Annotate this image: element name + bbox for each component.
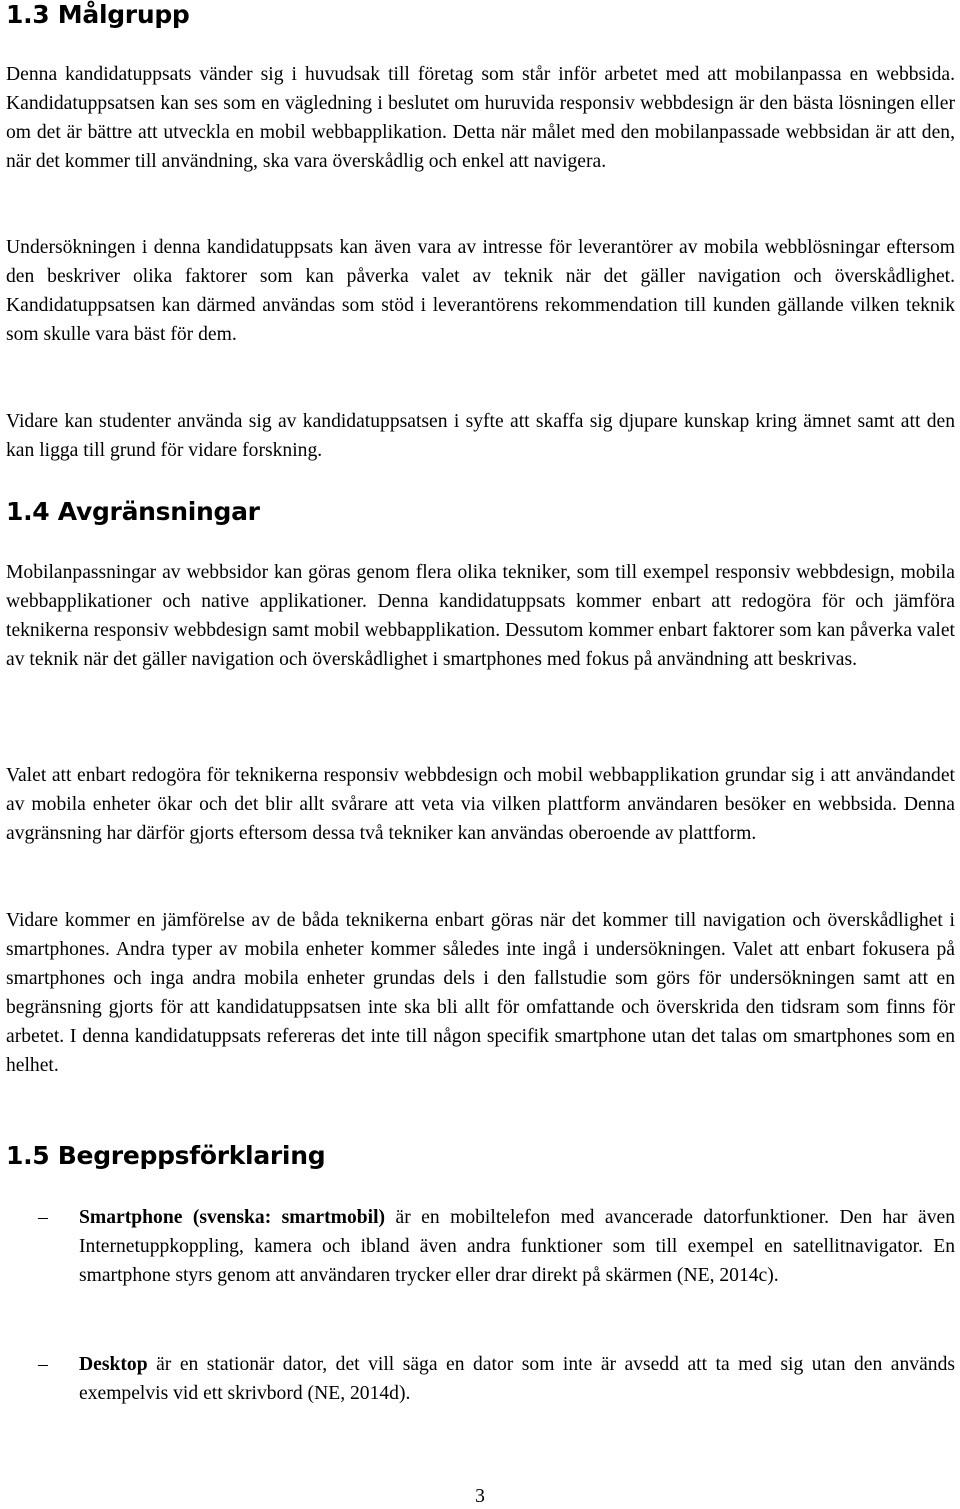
dash-bullet: – bbox=[38, 1207, 48, 1228]
paragraph-malgrupp-2: Undersökningen i denna kandidatuppsats kan även vara av intresse för leverantörer av mobila webblösningar eftersom den beskriver olika faktorer som kan påverka valet av teknik när det gäller navigation och överskådlighet. Kandidatuppsatsen kan därmed användas som stöd i leverantörens rekommendation till kunden gällande vilken teknik som skulle vara bäst för dem. bbox=[6, 237, 955, 345]
definition-item-smartphone bbox=[38, 1203, 955, 1290]
heading-begreppsforklaring: 1.5 Begreppsförklaring bbox=[6, 1141, 326, 1170]
definition-term: Desktop bbox=[79, 1354, 148, 1375]
heading-malgrupp: 1.3 Målgrupp bbox=[6, 0, 190, 29]
definition-description: är en stationär dator, det vill säga en dator som inte är avsedd att ta med sig utan den används exempelvis vid ett skrivbord (NE, 2014d). bbox=[79, 1354, 955, 1404]
page-number: 3 bbox=[475, 1486, 485, 1507]
definition-text bbox=[79, 1350, 955, 1408]
heading-avgransningar: 1.4 Avgränsningar bbox=[6, 497, 260, 526]
paragraph-avgransningar-3: Vidare kommer en jämförelse av de båda teknikerna enbart göras när det kommer till navigation och överskådlighet i smartphones. Andra typer av mobila enheter kommer således inte ingå i undersökningen. Valet att enbart fokusera på smartphones och inga andra mobila enheter grundas dels i den fallstudie som görs för undersökningen samt att en begränsning gjorts för att kandidatuppsatsen inte ska bli allt för omfattande och överskrida den tidsram som finns för arbetet. I denna kandidatuppsats refereras det inte till någon specifik smartphone utan det talas om smartphones som en helhet. bbox=[6, 910, 955, 1076]
dash-bullet: – bbox=[38, 1354, 48, 1375]
definition-text bbox=[79, 1203, 955, 1290]
definition-description: är en mobiltelefon med avancerade datorfunktioner. Den har även Internetuppkoppling, kamera och ibland även andra funktioner som till exempel en satellitnavigator. En smartphone styrs genom att användaren trycker eller drar direkt på skärmen (NE, 2014c). bbox=[79, 1207, 955, 1286]
paragraph-malgrupp-1: Denna kandidatuppsats vänder sig i huvudsak till företag som står inför arbetet med att mobilanpassa en webbsida. Kandidatuppsatsen kan ses som en vägledning i beslutet om huruvida responsiv webbdesign är den bästa lösningen eller om det är bättre att utveckla en mobil webbapplikation. Detta när målet med den mobilanpassade webbsidan är att den, när det kommer till användning, ska vara överskådlig och enkel att navigera. bbox=[6, 64, 955, 172]
paragraph-malgrupp-3: Vidare kan studenter använda sig av kandidatuppsatsen i syfte att skaffa sig djupare kunskap kring ämnet samt att den kan ligga till grund för vidare forskning. bbox=[6, 411, 955, 461]
definition-term: Smartphone (svenska: smartmobil) bbox=[79, 1207, 386, 1228]
paragraph-avgransningar-1: Mobilanpassningar av webbsidor kan göras genom flera olika tekniker, som till exempel responsiv webbdesign, mobila webbapplikationer och native applikationer. Denna kandidatuppsats kommer enbart att redogöra för och jämföra teknikerna responsiv webbdesign samt mobil webbapplikation. Dessutom kommer enbart faktorer som kan påverka valet av teknik när det gäller navigation och överskådlighet i smartphones med fokus på användning att beskrivas. bbox=[6, 562, 955, 670]
paragraph-avgransningar-2: Valet att enbart redogöra för teknikerna responsiv webbdesign och mobil webbapplikation grundar sig i att användandet av mobila enheter ökar och det blir allt svårare att veta via vilken plattform användaren besöker en webbsida. Denna avgränsning har därför gjorts eftersom dessa två tekniker kan användas oberoende av plattform. bbox=[6, 765, 955, 844]
definition-item-desktop bbox=[38, 1350, 955, 1408]
